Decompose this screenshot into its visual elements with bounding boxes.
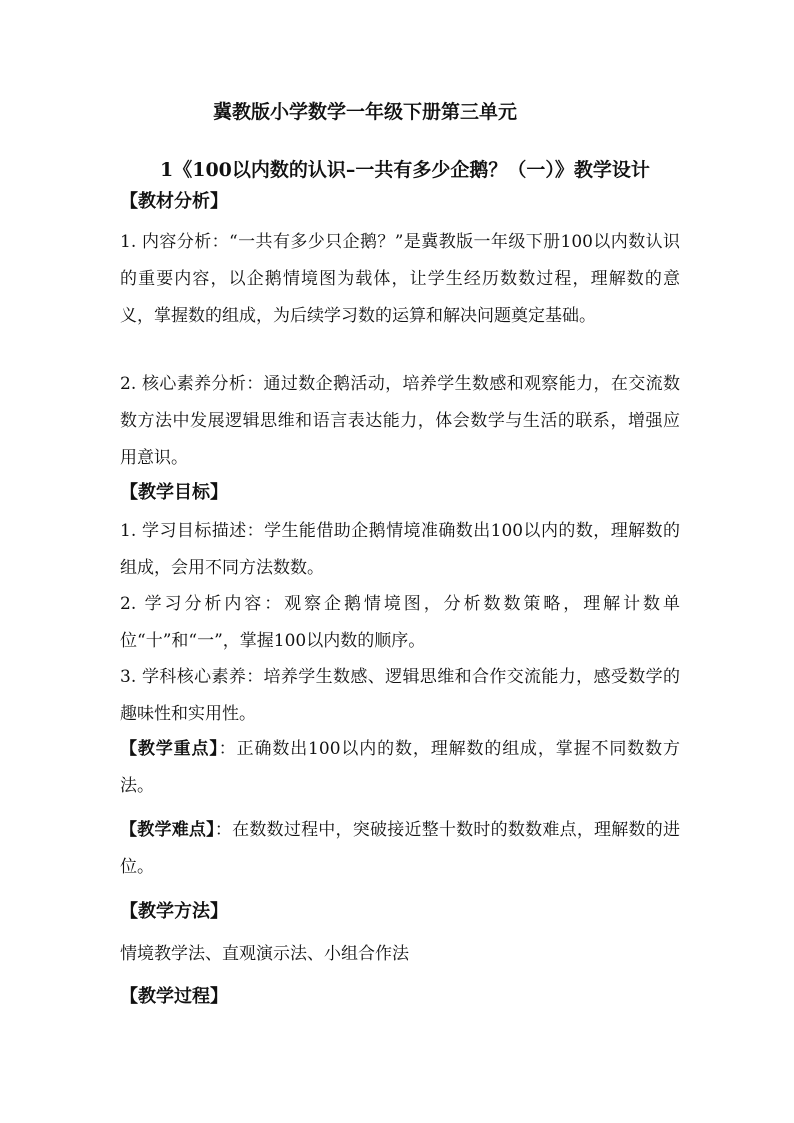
objectives-item-1: 1. 学习目标描述：学生能借助企鹅情境准确数出100以内的数，理解数的组成，会用不同方法数数。 [120,521,680,578]
methods-text: 情境教学法、直观演示法、小组合作法 [120,944,409,964]
section-heading-methods: 【教学方法】 [120,901,228,922]
objectives-item-3: 3. 学科核心素养：培养学生数感、逻辑思维和合作交流能力，感受数学的趣味性和实用性。 [120,667,680,724]
document-title-unit: 冀教版小学数学一年级下册第三单元 [213,101,518,123]
difficulties-paragraph [120,812,680,886]
key-points-label: 【教学重点】 [120,739,219,759]
document-title-lesson: 1《100以内数的认识–一共有多少企鹅？（一）》教学设计 [160,159,650,181]
objectives-item-2: 2. 学习分析内容：观察企鹅情境图，分析数数策略，理解计数单位“十”和“一”，掌握100以内数的顺序。 [120,594,680,651]
section-heading-process: 【教学过程】 [120,986,228,1007]
difficulties-label: 【教学难点】 [120,820,215,840]
material-analysis-item-2: 2. 核心素养分析：通过数企鹅活动，培养学生数感和观察能力，在交流数数方法中发展逻辑思维和语言表达能力，体会数学与生活的联系，增强应用意识。 [120,374,680,468]
material-analysis-item-1: 1. 内容分析：“一共有多少只企鹅？”是冀教版一年级下册100以内数认识的重要内容，以企鹅情境图为载体，让学生经历数数过程，理解数的意义，掌握数的组成，为后续学习数的运算和解决问题奠定基础。 [120,232,680,326]
key-points-paragraph [120,731,680,805]
section-heading-material-analysis: 【教材分析】 [120,191,228,212]
difficulties-text: ：在数数过程中，突破接近整十数时的数数难点，理解数的进位。 [120,820,680,877]
section-heading-objectives: 【教学目标】 [120,482,228,503]
key-points-text: ：正确数出100以内的数，理解数的组成，掌握不同数数方法。 [120,739,681,796]
